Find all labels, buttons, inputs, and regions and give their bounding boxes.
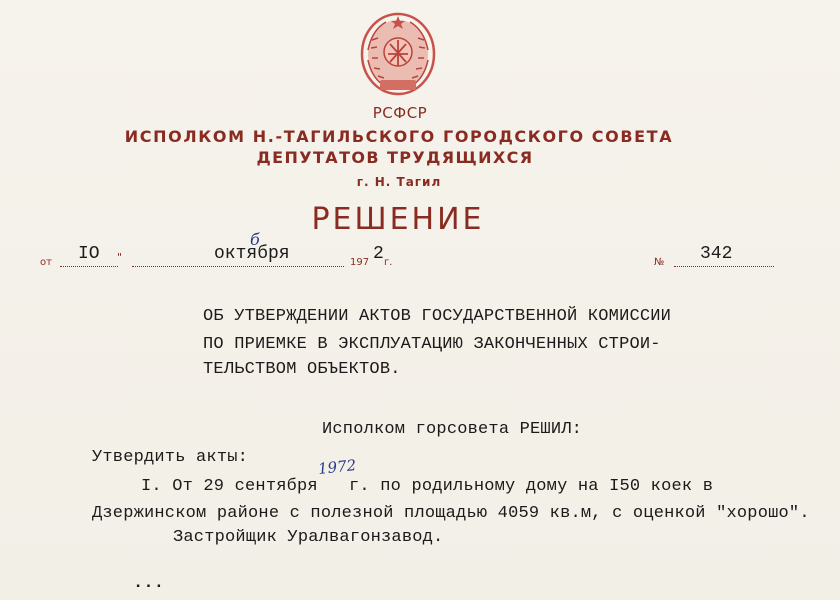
approve-statement: Утвердить акты: (92, 448, 249, 467)
year-prefix: 197 (350, 257, 370, 268)
subject-line-2: ПО ПРИЕМКЕ В ЭКСПЛУАТАЦИЮ ЗАКОНЧЕННЫХ СТРОИ- (203, 335, 661, 354)
subject-line-1: ОБ УТВЕРЖДЕНИИ АКТОВ ГОСУДАРСТВЕННОЙ КОМИССИИ (203, 307, 672, 326)
number-line (674, 266, 774, 267)
continuation-ellipsis: ... (133, 574, 165, 593)
quote-mark: " (117, 251, 123, 264)
city-label: г. Н. Тагил (356, 175, 442, 189)
handwritten-year: 1972 (317, 456, 358, 478)
day-line (60, 266, 118, 267)
republic-label: РСФСР (372, 104, 428, 122)
item-1-line-1: I. От 29 сентября г. по родильному дому на I50 коек в (141, 477, 714, 496)
year-digit: 2 (373, 244, 384, 264)
number-label: № (654, 257, 665, 268)
month-value: октября (214, 244, 290, 264)
document-number: 342 (700, 244, 733, 264)
item-1-line-2: Дзержинском районе с полезной площадью 4059 кв.м, с оценкой "хорошо". (92, 504, 810, 523)
handwritten-letter: б (250, 230, 260, 249)
from-label: от (40, 257, 52, 268)
month-line (132, 266, 344, 267)
document-title: РЕШЕНИЕ (311, 202, 485, 237)
organization-line-1: ИСПОЛКОМ Н.-ТАГИЛЬСКОГО ГОРОДСКОГО СОВЕТА (124, 127, 674, 146)
organization-line-2: ДЕПУТАТОВ ТРУДЯЩИХСЯ (256, 148, 534, 167)
date-row (0, 230, 840, 274)
day-value: IO (78, 244, 100, 264)
rsfsr-emblem-icon (358, 10, 438, 100)
year-suffix: г. (384, 257, 393, 268)
item-1-line-3: Застройщик Уралвагонзавод. (173, 528, 444, 547)
subject-line-3: ТЕЛЬСТВОМ ОБЪЕКТОВ. (203, 360, 401, 379)
resolved-statement: Исполком горсовета РЕШИЛ: (322, 420, 583, 439)
